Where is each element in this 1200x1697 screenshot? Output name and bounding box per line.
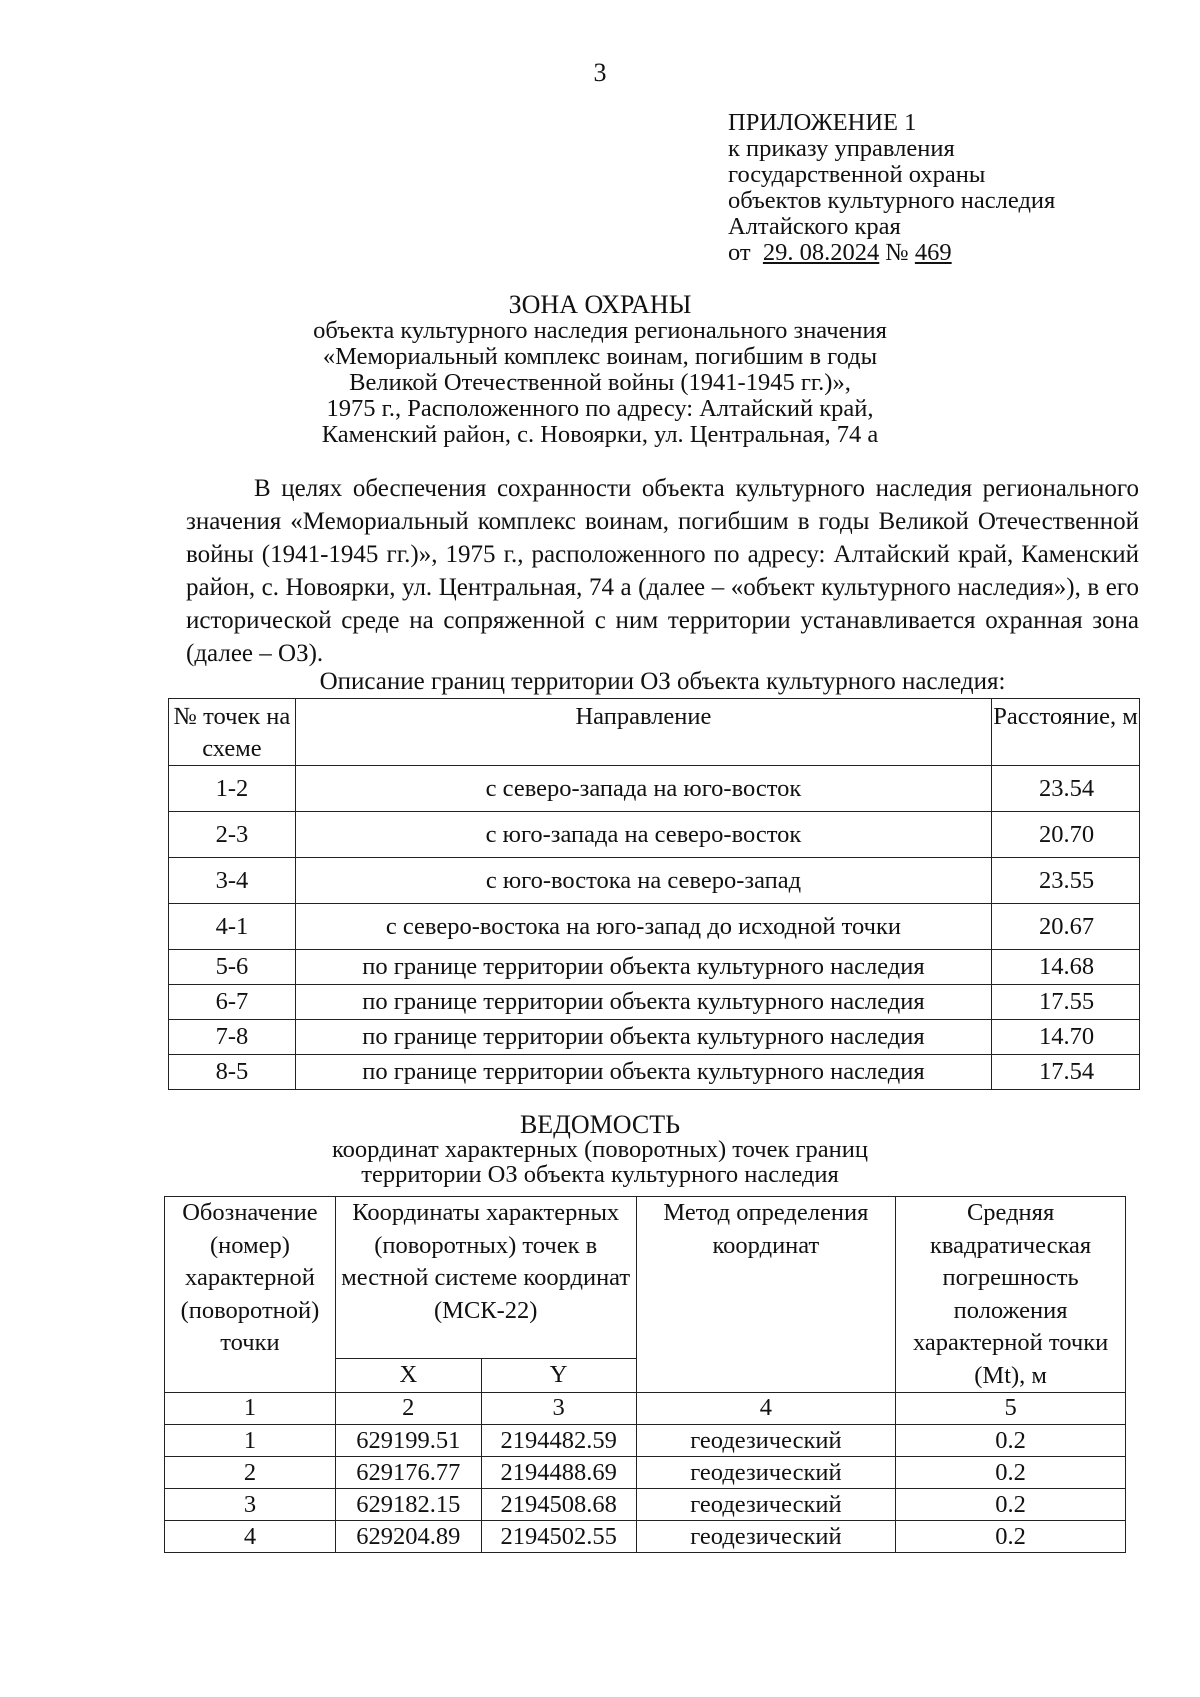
cell-points: 5-6: [169, 950, 296, 985]
table-header-row: [169, 699, 1140, 766]
appendix-header: [728, 110, 1055, 266]
coordinates-table: [164, 1196, 1126, 1553]
cell-distance: 14.68: [992, 950, 1140, 985]
table-row: [165, 1489, 1126, 1521]
column-number: 4: [636, 1393, 896, 1425]
cell-direction: по границе территории объекта культурного наследия: [295, 1020, 991, 1055]
boundary-table: [168, 698, 1140, 1090]
cell-direction: с юго-запада на северо-восток: [295, 812, 991, 858]
header-error: Средняя квадратическая погрешность положения характерной точки (Mt), м: [896, 1197, 1126, 1393]
header-distance: Расстояние, м: [992, 699, 1140, 766]
cell-direction: по границе территории объекта культурного наследия: [295, 985, 991, 1020]
cell-error: 0.2: [896, 1521, 1126, 1553]
header-designation: Обозначение (номер) характерной (поворотной) точки: [165, 1197, 336, 1393]
cell-direction: с северо-востока на юго-запад до исходной точки: [295, 904, 991, 950]
appendix-title: ПРИЛОЖЕНИЕ 1: [728, 109, 917, 136]
cell-points: 4-1: [169, 904, 296, 950]
cell-y: 2194482.59: [481, 1425, 636, 1457]
table-row: [169, 950, 1140, 985]
page-number: 3: [593, 58, 607, 87]
cell-x: 629176.77: [335, 1457, 481, 1489]
cell-distance: 20.70: [992, 812, 1140, 858]
cell-y: 2194488.69: [481, 1457, 636, 1489]
cell-error: 0.2: [896, 1489, 1126, 1521]
cell-points: 2-3: [169, 812, 296, 858]
zone-subtitle-line: объекта культурного наследия регионального значения: [313, 317, 887, 344]
vedomost-title: ВЕДОМОСТЬ: [519, 1110, 681, 1139]
column-number: 5: [896, 1393, 1126, 1425]
vedomost-heading: [0, 1112, 1200, 1187]
cell-x: 629182.15: [335, 1489, 481, 1521]
cell-error: 0.2: [896, 1457, 1126, 1489]
cell-points: 6-7: [169, 985, 296, 1020]
cell-points: 3-4: [169, 858, 296, 904]
cell-points: 8-5: [169, 1055, 296, 1090]
cell-points: 7-8: [169, 1020, 296, 1055]
cell-points: 1-2: [169, 766, 296, 812]
zone-subtitle-line: Каменский район, с. Новоярки, ул. Центральная, 74 а: [321, 421, 879, 448]
cell-distance: 20.67: [992, 904, 1140, 950]
zone-subtitle-line: Великой Отечественной войны (1941-1945 гг.)»,: [349, 369, 851, 396]
cell-point: 4: [165, 1521, 336, 1553]
intro-paragraph: В целях обеспечения сохранности объекта культурного наследия регионального значения «Мемориальный комплекс воинам, погибшим в годы Великой Отечественной войны (1941-1945 гг.)», 1975 г., расположенного по адресу: Алтайский край, Каменский район, с. Новоярки, ул. Центральная, 74 а (далее – «объект культурного наследия»), в его исторической среде на сопряженной с ним территории устанавливается охранная зона (далее – ОЗ).: [186, 475, 1139, 667]
table-header-row: [165, 1197, 1126, 1359]
appendix-line: государственной охраны: [728, 161, 986, 188]
zone-heading: [0, 292, 1200, 448]
header-method: Метод определения координат: [636, 1197, 896, 1393]
cell-y: 2194508.68: [481, 1489, 636, 1521]
table-row: [169, 812, 1140, 858]
table-row: [169, 904, 1140, 950]
vedomost-subtitle-line: координат характерных (поворотных) точек границ: [331, 1136, 869, 1163]
cell-error: 0.2: [896, 1425, 1126, 1457]
cell-method: геодезический: [636, 1521, 896, 1553]
header-coordinates: Координаты характерных (поворотных) точек в местной системе координат (МСК-22): [335, 1197, 636, 1359]
cell-point: 3: [165, 1489, 336, 1521]
cell-distance: 23.54: [992, 766, 1140, 812]
header-x: X: [335, 1359, 481, 1393]
number-prefix: №: [885, 239, 909, 266]
zone-subtitle-line: 1975 г., Расположенного по адресу: Алтайский край,: [326, 395, 874, 422]
table-row: [169, 985, 1140, 1020]
cell-direction: по границе территории объекта культурного наследия: [295, 950, 991, 985]
table-row: [169, 858, 1140, 904]
cell-method: геодезический: [636, 1489, 896, 1521]
cell-distance: 17.55: [992, 985, 1140, 1020]
header-points: № точек на схеме: [169, 699, 296, 766]
cell-direction: с юго-востока на северо-запад: [295, 858, 991, 904]
cell-x: 629204.89: [335, 1521, 481, 1553]
table-row: [165, 1521, 1126, 1553]
cell-method: геодезический: [636, 1425, 896, 1457]
date-prefix: от: [728, 239, 751, 266]
table-row: [169, 1055, 1140, 1090]
cell-method: геодезический: [636, 1457, 896, 1489]
table-row: [169, 766, 1140, 812]
header-direction: Направление: [295, 699, 991, 766]
appendix-line: к приказу управления: [728, 135, 955, 162]
cell-point: 1: [165, 1425, 336, 1457]
cell-direction: по границе территории объекта культурного наследия: [295, 1055, 991, 1090]
table-row: [165, 1425, 1126, 1457]
cell-direction: с северо-запада на юго-восток: [295, 766, 991, 812]
cell-distance: 17.54: [992, 1055, 1140, 1090]
header-y: Y: [481, 1359, 636, 1393]
table-row: [165, 1457, 1126, 1489]
zone-subtitle-line: «Мемориальный комплекс воинам, погибшим в годы: [322, 343, 878, 370]
order-number: 469: [914, 239, 952, 266]
column-number: 2: [335, 1393, 481, 1425]
column-number-row: [165, 1393, 1126, 1425]
boundary-table-caption: Описание границ территории ОЗ объекта культурного наследия:: [319, 668, 1006, 695]
appendix-line: объектов культурного наследия: [728, 187, 1056, 214]
column-number: 1: [165, 1393, 336, 1425]
column-number: 3: [481, 1393, 636, 1425]
cell-x: 629199.51: [335, 1425, 481, 1457]
cell-y: 2194502.55: [481, 1521, 636, 1553]
cell-distance: 14.70: [992, 1020, 1140, 1055]
appendix-line: Алтайского края: [728, 213, 901, 240]
cell-point: 2: [165, 1457, 336, 1489]
order-date: 29. 08.2024: [762, 239, 880, 266]
zone-title: ЗОНА ОХРАНЫ: [508, 290, 692, 319]
order-date-line: [728, 240, 1055, 266]
vedomost-subtitle-line: территории ОЗ объекта культурного наследия: [361, 1161, 839, 1188]
cell-distance: 23.55: [992, 858, 1140, 904]
table-row: [169, 1020, 1140, 1055]
